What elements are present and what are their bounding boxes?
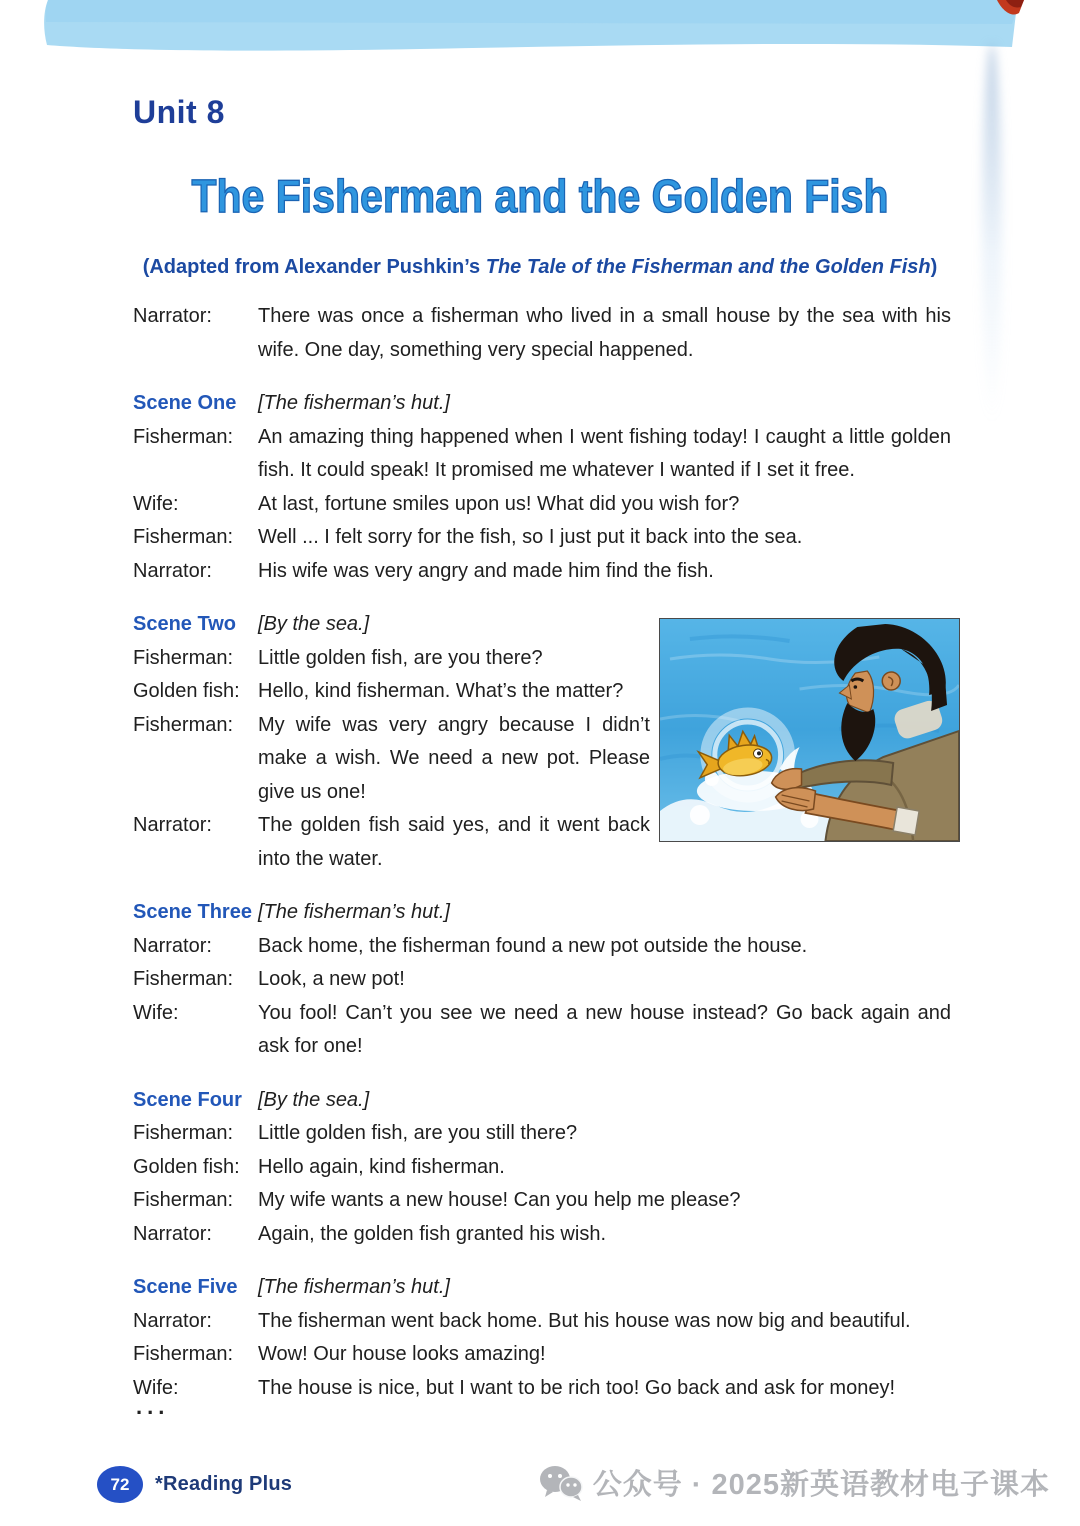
dialogue-text: Wow! Our house looks amazing! <box>258 1343 546 1365</box>
dialogue-text: Hello again, kind fisherman. <box>258 1155 505 1178</box>
stage-direction: [The fisherman’s hut.] <box>258 1276 450 1298</box>
dialogue-row <box>133 997 953 1064</box>
dialogue-text: His wife was very angry and made him find the fish. <box>258 559 714 582</box>
fisherman-golden-fish-illustration <box>660 619 959 841</box>
dialogue-text: The house is nice, but I want to be rich too! Go back and ask for money! <box>258 1376 896 1399</box>
play-script <box>133 300 953 1405</box>
page-number-badge <box>97 1466 143 1503</box>
page-title: The Fisherman and the Golden Fish <box>191 170 889 223</box>
speaker-label: Narrator: <box>133 1309 212 1332</box>
unit-heading: Unit 8 <box>133 94 225 130</box>
dialogue-row <box>133 963 953 997</box>
speaker-label: Fisherman: <box>133 1122 234 1144</box>
speaker-label: Narrator: <box>133 814 212 836</box>
dialogue-text: Hello, kind fisherman. What’s the matter? <box>258 680 624 702</box>
speaker-label: Narrator: <box>133 559 212 582</box>
dialogue-row <box>133 521 953 555</box>
dialogue-row <box>133 488 953 522</box>
watermark-text: 公众号 · 2025新英语教材电子课本 <box>592 1469 1050 1501</box>
speaker-label: Wife: <box>133 1001 179 1024</box>
page-curl-shadow <box>982 44 1002 424</box>
subtitle <box>0 256 1080 279</box>
speaker-label: Fisherman: <box>133 526 234 548</box>
subtitle-prefix: (Adapted from Alexander Pushkin’s <box>142 256 486 278</box>
scene-label: Scene Two <box>133 613 236 635</box>
dialogue-text: At last, fortune smiles upon us! What did you wish for? <box>258 492 740 515</box>
speaker-label: Narrator: <box>133 1222 212 1245</box>
wechat-icon <box>538 1464 584 1502</box>
dialogue-text: You fool! Can’t you see we need a new house instead? Go back again and ask for one! <box>258 1001 951 1057</box>
dialogue-row <box>133 300 953 367</box>
subtitle-book-title: The Tale of the Fisherman and the Golden Fish <box>485 256 931 278</box>
speaker-label: Wife: <box>133 492 179 515</box>
dialogue-row <box>133 1151 953 1185</box>
stage-direction: [By the sea.] <box>258 1088 370 1111</box>
scene-heading-row <box>133 1271 953 1305</box>
dialogue-row <box>133 555 953 589</box>
dialogue-row <box>133 421 953 488</box>
scene-label: Scene Three <box>133 901 252 923</box>
page-number: 72 <box>110 1474 130 1494</box>
speaker-label: Fisherman: <box>133 646 234 669</box>
scene-label: Scene One <box>133 392 237 414</box>
dialogue-text: The fisherman went back home. But his house was now big and beautiful. <box>258 1309 911 1332</box>
scene-label: Scene Four <box>133 1088 242 1111</box>
speaker-label: Fisherman: <box>133 1343 234 1365</box>
speaker-label: Fisherman: <box>133 1189 234 1211</box>
dialogue-row <box>133 1338 953 1372</box>
continuation-ellipsis: ... <box>136 1394 170 1419</box>
dialogue-text: Little golden fish, are you still there? <box>258 1122 578 1144</box>
page-top-sky-band <box>0 0 1080 64</box>
scene-heading-row <box>133 1084 953 1118</box>
speaker-label: Narrator: <box>133 934 212 957</box>
dialogue-text: Little golden fish, are you there? <box>258 646 543 669</box>
speaker-label: Narrator: <box>133 305 212 327</box>
dialogue-text: An amazing thing happened when I went fishing today! I caught a little golden fish. It could speak! It promised me whatever I wanted if I set it free. <box>258 425 951 481</box>
stage-direction: [The fisherman’s hut.] <box>258 392 450 414</box>
subtitle-suffix: ) <box>930 256 938 278</box>
dialogue-row <box>133 1184 953 1218</box>
dialogue-text: Look, a new pot! <box>258 968 405 990</box>
stage-direction: [By the sea.] <box>258 613 370 635</box>
speaker-label: Fisherman: <box>133 425 234 448</box>
speaker-label: Golden fish: <box>133 1155 240 1178</box>
dialogue-row <box>133 1218 953 1252</box>
dialogue-row <box>133 1372 953 1406</box>
dialogue-text: Again, the golden fish granted his wish. <box>258 1222 606 1245</box>
watermark <box>538 1462 1050 1503</box>
dialogue-text: The golden fish said yes, and it went back into the water. <box>258 814 650 870</box>
speaker-label: Wife: <box>133 1376 179 1399</box>
dialogue-text: Well ... I felt sorry for the fish, so I just put it back into the sea. <box>258 526 803 548</box>
speaker-label: Golden fish: <box>133 680 240 702</box>
scene-heading-row <box>133 387 953 421</box>
speaker-label: Fisherman: <box>133 968 234 990</box>
stage-direction: [The fisherman’s hut.] <box>258 901 450 923</box>
dialogue-text: My wife was very angry because I didn’t make a wish. We need a new pot. Please give us one! <box>258 713 650 803</box>
dialogue-text: There was once a fisherman who lived in a small house by the sea with his wife. One day, something very special happened. <box>258 305 951 361</box>
scene-heading-row <box>133 896 953 930</box>
dialogue-row <box>133 930 953 964</box>
dialogue-row <box>133 1305 953 1339</box>
scene-label: Scene Five <box>133 1276 238 1298</box>
dialogue-text: Back home, the fisherman found a new pot outside the house. <box>258 934 808 957</box>
speaker-label: Fisherman: <box>133 713 234 736</box>
dialogue-row <box>133 1117 953 1151</box>
dialogue-text: My wife wants a new house! Can you help me please? <box>258 1189 741 1211</box>
reading-plus-label: *Reading Plus <box>155 1473 293 1495</box>
